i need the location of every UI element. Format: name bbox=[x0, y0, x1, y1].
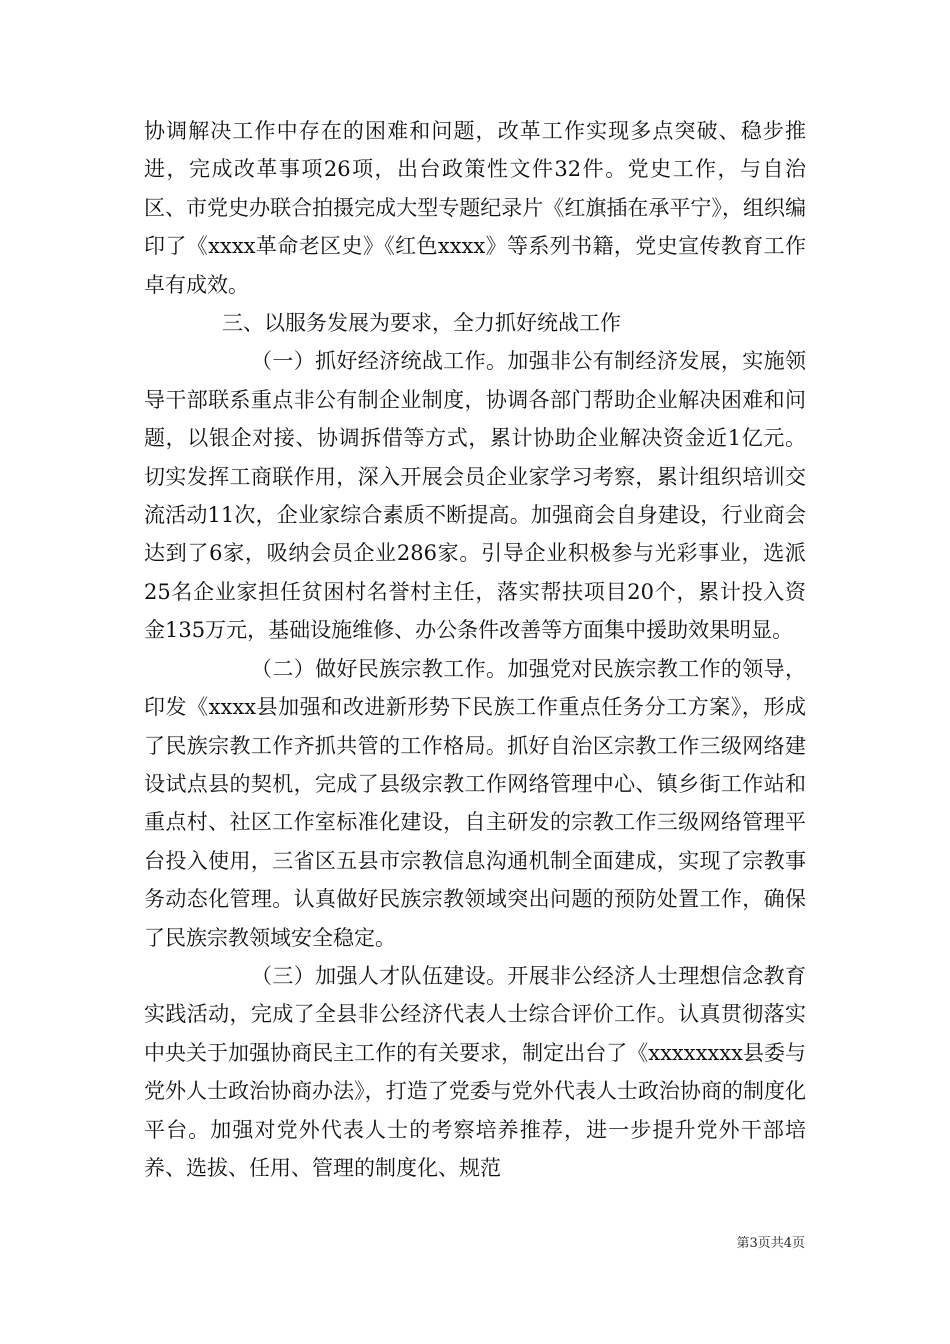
page-number-footer: 第3页共4页 bbox=[736, 1236, 805, 1251]
paragraph-reform-summary: 协调解决工作中存在的困难和问题，改革工作实现多点突破、稳步推进，完成改革事项26项，出台政策性文件32件。党史工作，与自治区、市党史办联合拍摄完成大型专题纪录片《红旗插在承平宁》，组织编印了《xxxx革命老区史》《红色xxxx》等系列书籍，党史宣传教育工作卓有成效。 bbox=[144, 119, 806, 297]
paragraph-economic-united-front: （一）抓好经济统战工作。加强非公有制经济发展，实施领导干部联系重点非公有制企业制度，协调各部门帮助企业解决困难和问题，以银企对接、协调拆借等方式，累计协助企业解决资金近1亿元。切实发挥工商联作用，深入开展会员企业家学习考察，累计组织培训交流活动11次，企业家综合素质不断提高。加强商会自身建设，行业商会达到了6家，吸纳会员企业286家。引导企业积极参与光彩事业，选派25名企业家担任贫困村名誉村主任，落实帮扶项目20个，累计投入资金135万元，基础设施维修、办公条件改善等方面集中援助效果明显。 bbox=[144, 349, 806, 643]
paragraph-ethnic-religious-work: （二）做好民族宗教工作。加强党对民族宗教工作的领导，印发《xxxx县加强和改进新形势下民族工作重点任务分工方案》，形成了民族宗教工作齐抓共管的工作格局。抓好自治区宗教工作三级网络建设试点县的契机，完成了县级宗教工作网络管理中心、镇乡街工作站和重点村、社区工作室标准化建设，自主研发的宗教工作三级网络管理平台投入使用，三省区五县市宗教信息沟通机制全面建成，实现了宗教事务动态化管理。认真做好民族宗教领域突出问题的预防处置工作，确保了民族宗教领域安全稳定。 bbox=[144, 656, 806, 950]
document-body bbox=[144, 112, 806, 1187]
section-heading-united-front: 三、以服务发展为要求，全力抓好统战工作 bbox=[222, 311, 621, 336]
paragraph-talent-team: （三）加强人才队伍建设。开展非公经济人士理想信念教育实践活动，完成了全县非公经济代表人士综合评价工作。认真贯彻落实中央关于加强协商民主工作的有关要求，制定出台了《xxxxxxxx县委与党外人士政治协商办法》，打造了党委与党外代表人士政治协商的制度化平台。加强对党外代表人士的考察培养推荐，进一步提升党外干部培养、选拔、任用、管理的制度化、规范 bbox=[144, 963, 806, 1180]
